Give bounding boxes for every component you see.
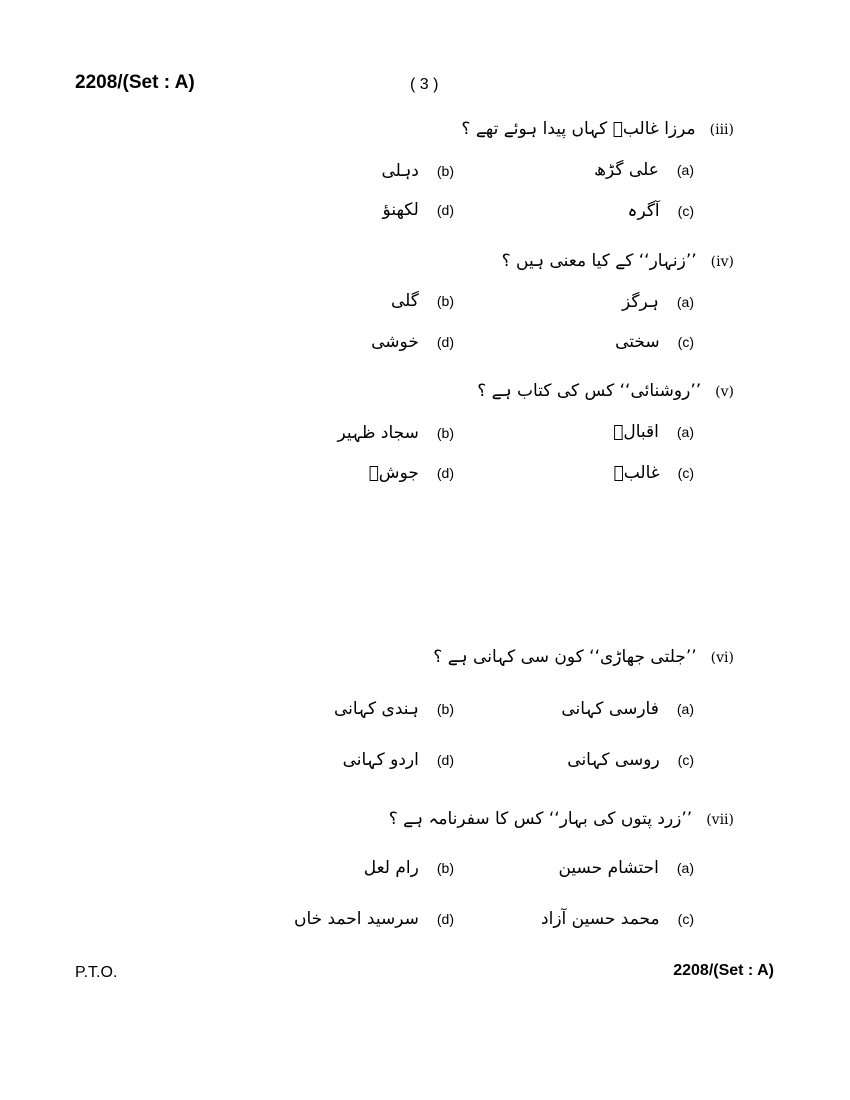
option-d: (d) لکھنؤ: [382, 200, 454, 220]
option-b: (b) دہلی: [381, 161, 454, 181]
question-number: (v): [715, 384, 734, 400]
paper-code-footer: 2208/(Set : A): [673, 962, 774, 979]
question-number: (iv): [710, 254, 734, 270]
option-c: (c) آگرہ: [627, 201, 694, 221]
pto-label: P.T.O.: [75, 964, 118, 981]
question-text: ’’جلتی جھاڑی‘‘ کون سی کہانی ہے ؟: [433, 647, 697, 667]
option-b: (b) ہندی کہانی: [334, 699, 454, 719]
page-number: ( 3 ): [410, 76, 439, 93]
question-v: [477, 380, 734, 401]
question-vii: [389, 808, 734, 829]
question-number: (iii): [709, 122, 734, 138]
question-vi: [433, 646, 734, 667]
option-c: (c) روسی کہانی: [567, 750, 694, 770]
option-a: (a) ہرگز: [622, 292, 694, 312]
option-a: (a) فارسی کہانی: [561, 699, 694, 719]
option-a: (a) علی گڑھ: [594, 160, 694, 180]
question-number: (vii): [706, 812, 734, 828]
option-d: (d) خوشی: [371, 332, 454, 352]
option-a: (a) اقبالؔ: [613, 422, 694, 442]
option-d: (d) جوشؔ: [368, 463, 454, 483]
option-c: (c) محمد حسین آزاد: [541, 909, 694, 929]
option-a: (a) احتشام حسین: [558, 858, 694, 878]
option-b: (b) گلی: [390, 291, 454, 311]
question-text: مرزا غالبؔ کہاں پیدا ہوئے تھے ؟: [461, 119, 696, 139]
option-b: (b) رام لعل: [363, 858, 454, 878]
paper-code-header: 2208/(Set : A): [75, 72, 195, 93]
question-text: ’’زرد پتوں کی بہار‘‘ کس کا سفرنامہ ہے ؟: [388, 809, 693, 829]
option-c: (c) سختی: [615, 332, 694, 352]
option-b: (b) سجاد ظہیر: [337, 423, 454, 443]
question-iv: [502, 250, 734, 271]
question-iii: [461, 118, 734, 139]
option-d: (d) اردو کہانی: [342, 750, 454, 770]
question-text: ’’زنہار‘‘ کے کیا معنی ہیں ؟: [501, 251, 697, 271]
option-d: (d) سرسید احمد خاں: [293, 909, 454, 929]
question-number: (vi): [710, 650, 734, 666]
question-text: ’’روشنائی‘‘ کس کی کتاب ہے ؟: [477, 381, 702, 401]
option-c: (c) غالبؔ: [613, 463, 694, 483]
